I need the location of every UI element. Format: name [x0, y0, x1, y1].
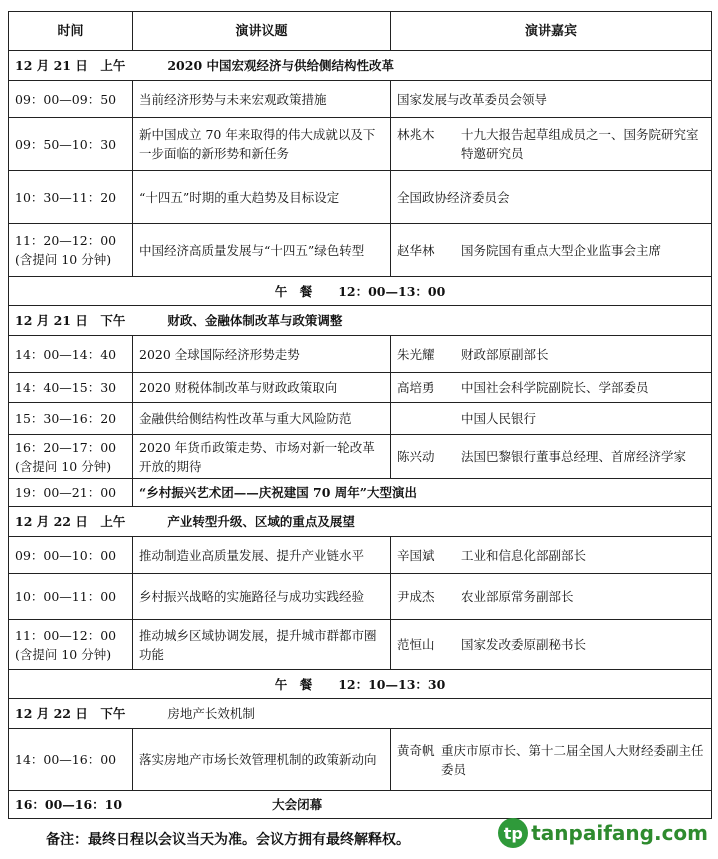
session-topic: 金融供给侧结构性改革与重大风险防范	[133, 403, 391, 435]
section-title: 产业转型升级、区域的重点及展望	[167, 514, 355, 529]
table-row	[9, 574, 712, 620]
table-row	[9, 537, 712, 574]
header-topic: 演讲议题	[133, 12, 391, 51]
session-time: 09：50—10：30	[9, 118, 133, 171]
logo-icon: tp	[498, 818, 528, 848]
evening-row	[9, 479, 712, 507]
session-time: 14：00—14：40	[9, 336, 133, 373]
session-time: 14：40—15：30	[9, 373, 133, 403]
speaker-title: 中国人民银行	[461, 411, 537, 426]
closing-row	[9, 791, 712, 819]
speaker-name: 朱光耀	[397, 346, 435, 362]
table-row	[9, 336, 712, 373]
evening-title: “乡村振兴艺术团——庆祝建国 70 周年”大型演出	[133, 479, 712, 507]
section-date: 12 月 21 日 下午	[15, 313, 126, 328]
section-date: 12 月 22 日 上午	[15, 514, 126, 529]
session-time: 19：00—21：00	[9, 479, 133, 507]
logo-text: tanpaifang.com	[531, 821, 708, 845]
table-row	[9, 81, 712, 118]
session-time: 11：00—12：00	[15, 627, 117, 643]
speaker-name: 尹成杰	[397, 589, 435, 604]
section-title: 房地产长效机制	[167, 706, 255, 721]
session-topic: 中国经济高质量发展与“十四五”绿色转型	[133, 224, 391, 277]
lunch-time: 12：00—13：00	[338, 283, 446, 299]
table-row	[9, 435, 712, 479]
lunch-row	[9, 670, 712, 699]
speaker-name: 赵华林	[397, 242, 435, 258]
session-speaker: 国家发展与改革委员会领导	[391, 81, 712, 118]
footnote: 备注：最终日程以会议当天为准。会议方拥有最终解释权。	[46, 832, 410, 848]
table-row	[9, 118, 712, 171]
section-row	[9, 699, 712, 729]
closing-time: 16：00—16：10	[15, 797, 123, 812]
speaker-name: 范恒山	[397, 637, 435, 652]
session-note: (含提问 10 分钟)	[15, 646, 112, 662]
session-topic: 新中国成立 70 年来取得的伟大成就以及下一步面临的新形势和新任务	[133, 118, 391, 171]
speaker-title: 中国社会科学院副院长、学部委员	[461, 380, 649, 395]
section-row	[9, 51, 712, 81]
site-logo	[498, 818, 708, 848]
agenda-table	[8, 11, 712, 819]
session-topic: 推动城乡区域协调发展，提升城市群都市圈功能	[133, 620, 391, 670]
session-topic: 2020 全球国际经济形势走势	[133, 336, 391, 373]
lunch-time: 12：10—13：30	[338, 676, 446, 692]
session-note: (含提问 10 分钟)	[15, 252, 112, 267]
speaker-title: 国务院国有重点大型企业监事会主席	[461, 242, 662, 258]
table-row	[9, 620, 712, 670]
session-time: 10：00—11：00	[9, 574, 133, 620]
session-topic: “十四五”时期的重大趋势及目标设定	[133, 171, 391, 224]
session-time: 15：30—16：20	[9, 403, 133, 435]
section-title: 财政、金融体制改革与政策调整	[167, 313, 343, 328]
table-row	[9, 373, 712, 403]
speaker-title: 重庆市原市长、第十二届全国人大财经委副主任委员	[441, 742, 704, 777]
session-time: 09：00—10：00	[9, 537, 133, 574]
lunch-label: 午 餐	[274, 283, 313, 299]
session-topic: 落实房地产市场长效管理机制的政策新动向	[133, 729, 391, 791]
speaker-name: 陈兴动	[397, 449, 435, 464]
session-time: 16：20—17：00	[15, 439, 117, 455]
session-time: 10：30—11：20	[9, 171, 133, 224]
lunch-label: 午 餐	[274, 676, 313, 692]
session-note: (含提问 10 分钟)	[15, 458, 112, 474]
speaker-name: 林兆木	[397, 127, 435, 142]
speaker-title: 法国巴黎银行董事总经理、首席经济学家	[461, 449, 687, 464]
table-row	[9, 403, 712, 435]
session-speaker: 全国政协经济委员会	[391, 171, 712, 224]
section-title: 2020 中国宏观经济与供给侧结构性改革	[167, 58, 395, 73]
speaker-title: 十九大报告起草组成员之一、国务院研究室特邀研究员	[461, 127, 699, 161]
speaker-title: 国家发改委原副秘书长	[461, 637, 587, 652]
speaker-name: 高培勇	[397, 380, 435, 395]
section-row	[9, 306, 712, 336]
speaker-name: 黄奇帆	[397, 742, 435, 758]
session-time: 11：20—12：00	[15, 233, 117, 248]
closing-title: 大会闭幕	[272, 797, 323, 812]
speaker-title: 工业和信息化部副部长	[461, 547, 587, 563]
table-row	[9, 171, 712, 224]
header-speaker: 演讲嘉宾	[391, 12, 712, 51]
header-time: 时间	[9, 12, 133, 51]
session-topic: 2020 财税体制改革与财政政策取向	[133, 373, 391, 403]
session-topic: 2020 年货币政策走势、市场对新一轮改革开放的期待	[133, 435, 391, 479]
section-date: 12 月 21 日 上午	[15, 58, 126, 73]
section-date: 12 月 22 日 下午	[15, 706, 126, 721]
header-row	[9, 12, 712, 51]
section-row	[9, 507, 712, 537]
session-time: 09：00—09：50	[9, 81, 133, 118]
session-topic: 乡村振兴战略的实施路径与成功实践经验	[133, 574, 391, 620]
speaker-title: 财政部原副部长	[461, 346, 549, 362]
table-row	[9, 729, 712, 791]
lunch-row	[9, 277, 712, 306]
session-time: 14：00—16：00	[9, 729, 133, 791]
speaker-title: 农业部原常务副部长	[461, 589, 574, 604]
speaker-name: 辛国斌	[397, 547, 435, 563]
session-topic: 推动制造业高质量发展、提升产业链水平	[133, 537, 391, 574]
session-topic: 当前经济形势与未来宏观政策措施	[133, 81, 391, 118]
table-row	[9, 224, 712, 277]
